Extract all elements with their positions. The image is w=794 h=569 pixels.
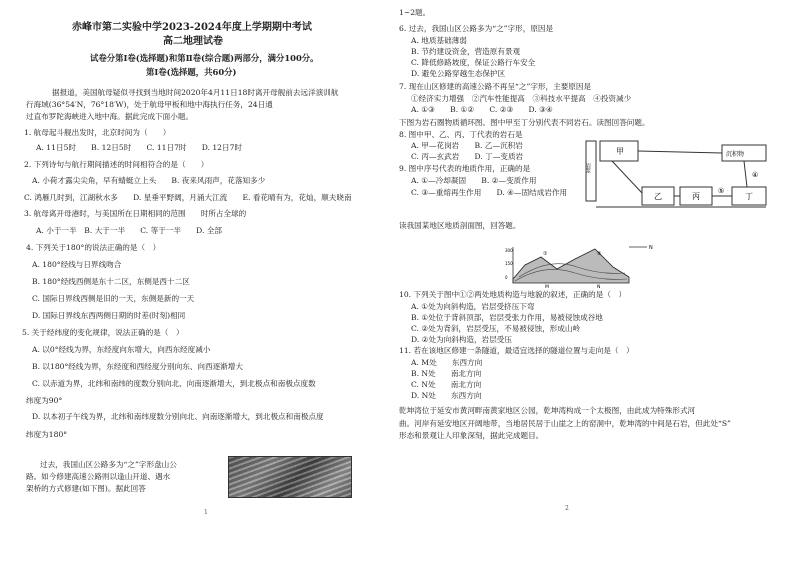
highway-bridge-photo	[228, 456, 352, 498]
text-line: 3. 航母离开母港时，与美国所在日期相同的范围 时所占全球的	[24, 209, 247, 218]
label-ding: 丁	[745, 192, 753, 201]
page-number-right: 2	[565, 505, 569, 512]
text-line: B. N处 南北方向	[411, 369, 482, 378]
text-line: 下图为岩石圈物质循环图。图中甲至丁分别代表不同岩石。读图回答问题。	[399, 118, 650, 127]
section-title: 第Ⅰ卷(选择题，共60分)	[146, 67, 237, 77]
text-line: 7. 现在山区修建的高速公路不再呈“之”字形，主要原因是	[399, 82, 592, 91]
exam-info: 试卷分第Ⅰ卷(选择题)和第Ⅱ卷(综合题)两部分，满分100分。	[90, 53, 319, 63]
text-line: 纬度为180°	[26, 430, 68, 439]
text-line: 8. 图中甲、乙、丙、丁代表的岩石是	[399, 130, 523, 139]
page-number: 1	[204, 509, 208, 516]
text-line: 读我国某地区地质剖面图，回答题。	[399, 221, 521, 230]
text-line: 曲。河岸有延安地区开阔地带，当地居民居于山崖之上的窑洞中，乾坤湾的中间是石岩，但此处“S”	[399, 419, 731, 428]
text-line: B. 以180°经线为界，东经度和西经度分别向东、向西逐渐增大	[32, 362, 243, 371]
text-line: A. 小荷才露尖尖角，早有蜻蜓立上头 B. 夜来风雨声，花落知多少	[32, 176, 266, 185]
text-line: B. 180°经线西侧是东十二区，东侧是西十二区	[32, 277, 190, 286]
text-line: A. 甲—花岗岩 B. 乙—沉积岩	[411, 141, 523, 150]
rock-cycle-diagram	[582, 127, 782, 217]
text-line: C. 降低修路坡度，保证公路行车安全	[411, 58, 536, 67]
text-line: 4. 下列关于180°的说法正确的是（ ）	[26, 243, 161, 252]
geologic-profile	[505, 243, 655, 288]
label-magma: 岩浆	[585, 163, 591, 173]
text-line: 据报道，美国航母疑似寻找到当地时间2020年4月11日18时离开母舰前去远洋演训航	[52, 88, 339, 97]
north-arrow: N	[649, 245, 653, 251]
right-page	[397, 0, 794, 569]
text-line: 架桥的方式修建(如下图)。据此回答	[26, 484, 146, 493]
text-line: C. N处 南北方向	[411, 380, 482, 389]
marker-2: ②	[597, 251, 602, 257]
text-line: 9. 图中序号代表的地质作用，正确的是	[399, 164, 531, 173]
text-line: C. ③—重熔再生作用 D. ④—固结成岩作用	[411, 188, 568, 197]
text-line: 行海域(36°54′N，76°18′W)，处于航母甲板和地中海执行任务，24日通	[26, 100, 273, 109]
text-line: A. ①—冷却凝固 B. ②—变质作用	[411, 176, 537, 185]
text-line: B. ①处位于背斜顶部，岩层受张力作用，易被侵蚀成谷地	[411, 313, 603, 322]
text-line: 1. 航母起斗舰出发时，北京时间为（ ）	[24, 128, 171, 137]
label-yi: 乙	[654, 192, 662, 201]
marker-m: M	[545, 285, 549, 288]
terrain-profile	[513, 249, 629, 283]
exam-subtitle: 高二地理试卷	[163, 36, 223, 47]
text-line: 1~2题。	[399, 8, 431, 17]
text-line: C. ②处为背斜，岩层受压，不易被侵蚀，形成山岭	[411, 324, 581, 333]
text-line: D. ②处为向斜构造，岩层受压	[411, 335, 512, 344]
text-line: A. ①处为向斜构造，岩层受挤压下弯	[411, 302, 535, 311]
text-line: ①经济实力增强 ②汽车性能提高 ③科技水平提高 ④投资减少	[411, 94, 632, 103]
text-line: D. 国际日界线东西两侧日期的时差(时刻)相同	[32, 311, 186, 320]
text-line: 过去，我国山区公路多为“之”字形盘山公	[40, 460, 177, 469]
text-line: A. M处 东西方向	[411, 358, 483, 367]
text-line: 11. 若在该地区修建一条隧道，最适宜选择的隧道位置与走向是（ ）	[399, 346, 634, 355]
text-line: A. 11日5时 B. 12日5时 C. 11日7时 D. 12日7时	[36, 143, 243, 152]
exam-title: 赤峰市第二实验中学2023-2024年度上学期期中考试	[72, 22, 312, 33]
text-line: 10. 下列关于图中①②两处地质构造与地貌的叙述，正确的是（ ）	[399, 290, 627, 299]
label-sediment: 沉积物	[726, 151, 745, 158]
text-line: A. 小于一半 B. 大于一半 C. 等于一半 D. 全部	[36, 226, 223, 235]
text-line: A. 以0°经线为界，东经度向东增大，向西东经度减小	[32, 345, 211, 354]
label-jia: 甲	[616, 147, 624, 156]
text-line: 6. 过去，我国山区公路多为“之”字形，原因是	[399, 24, 554, 33]
text-line: C. 国际日界线西侧是旧的一天，东侧是新的一天	[32, 294, 195, 303]
num-4: ④	[752, 171, 759, 179]
text-line: D. 以本初子午线为界，北纬和南纬度数分别向北、向南逐渐增大，到北极点和南极点度	[32, 412, 324, 421]
text-line: C. 鸿雁几时到，江湖秋水多 D. 星垂平野阔，月涌大江流 E. 看花晴有为，花灿，顺夫晓南	[24, 193, 352, 202]
text-line: 乾坤湾位于延安市黄河畔南黄家地区公园，乾坤湾构成一个太极图，由此成为特殊形式河	[399, 406, 696, 415]
text-line: D. N处 东西方向	[411, 391, 482, 400]
marker-n: N	[597, 285, 601, 288]
tick-0: 0	[505, 275, 508, 280]
text-line: C. 以赤道为界，北纬和南纬的度数分别向北、向南逐渐增大，到北极点和南极点度数	[32, 379, 316, 388]
num-5: ⑤	[718, 187, 725, 195]
tick-150: 150	[505, 261, 513, 266]
text-line: A. ①③ B. ①② C. ②③ D. ③④	[411, 105, 553, 114]
text-line: 路。如今修建高速公路则以逢山开道、遇水	[26, 472, 171, 481]
text-line: C. 丙—玄武岩 D. 丁—变质岩	[411, 152, 524, 161]
text-line: B. 节约建设资金，营造原有景观	[411, 47, 521, 56]
marker-1: ①	[543, 251, 548, 257]
text-line: A. 180°经线与日界线吻合	[32, 260, 122, 269]
text-line: D. 避免公路穿越生态保护区	[411, 69, 506, 78]
tick-300: 300	[505, 248, 513, 253]
text-line: 过直布罗陀海峡进入地中海。据此完成下面小题。	[26, 112, 194, 121]
text-line: A. 地质基础薄弱	[411, 36, 467, 45]
text-line: 纬度为90°	[26, 396, 63, 405]
text-line: 形态和景观让人印象深刻，据此完成题目。	[399, 431, 544, 440]
text-line: 5. 关于经纬度的变化规律，说法正确的是（ ）	[22, 328, 184, 337]
text-line: 2. 下列诗句与航行期间描述的时间相符合的是（ ）	[24, 160, 209, 169]
label-bing: 丙	[692, 192, 700, 201]
